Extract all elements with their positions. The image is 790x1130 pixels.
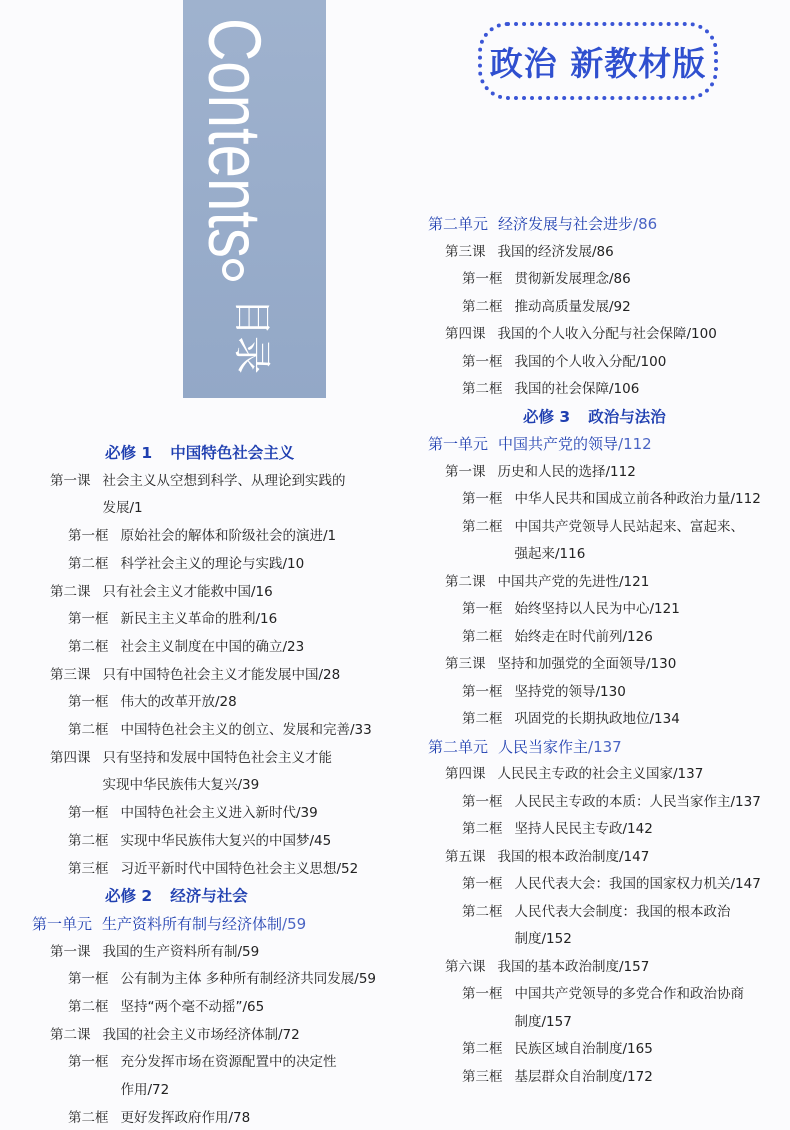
- toc-entry-title: 只有社会主义才能救中国: [102, 583, 251, 600]
- toc-entry-title: 我国的经济发展: [497, 243, 592, 260]
- toc-entry-label: 第一框: [462, 491, 503, 507]
- toc-entry-page: /28: [318, 666, 341, 683]
- toc-entry-page: /23: [282, 638, 305, 655]
- toc-entry-title: 只有中国特色社会主义才能发展中国: [102, 666, 319, 683]
- toc-entry-page: /72: [278, 1026, 300, 1043]
- toc-entry-label: 第一课: [50, 943, 91, 960]
- toc-book-entry[interactable]: [105, 444, 294, 462]
- toc-lesson-entry[interactable]: [445, 655, 676, 673]
- toc-entry-label: 第四课: [445, 766, 486, 782]
- toc-entry-label: 第五课: [445, 848, 486, 865]
- toc-frame-entry[interactable]: [68, 721, 372, 739]
- toc-entry-label: 第一框: [462, 793, 503, 810]
- toc-entry-page: /147: [730, 876, 761, 892]
- toc-entry-page: /137: [730, 793, 761, 810]
- toc-entry-label: 第二框: [462, 298, 503, 315]
- toc-entry-continuation[interactable]: 作用/72: [120, 1082, 170, 1099]
- toc-entry-title: 坚持“两个毫不动摇”: [120, 999, 243, 1015]
- toc-entry-page: /86: [592, 243, 614, 260]
- toc-entry-title: 习近平新时代中国特色社会主义思想: [120, 860, 337, 877]
- toc-entry-title: 我国的社会保障: [514, 381, 609, 397]
- toc-entry-title: 科学社会主义的理论与实践: [120, 555, 283, 572]
- toc-entry-label: 第二框: [462, 711, 503, 727]
- toc-entry-page: /1: [323, 528, 337, 545]
- toc-entry-title: 我国的基本政治制度: [497, 958, 619, 975]
- toc-entry-page: /86: [633, 215, 658, 233]
- toc-entry-page: /130: [595, 683, 626, 700]
- contents-word: Contents: [193, 18, 276, 315]
- toc-frame-entry[interactable]: [462, 380, 639, 398]
- toc-lesson-entry[interactable]: [445, 463, 636, 481]
- toc-entry-label: 第一课: [445, 463, 486, 480]
- toc-entry-title: 人民民主专政的本质：人民当家作主: [514, 793, 731, 810]
- toc-lesson-entry[interactable]: [50, 472, 346, 490]
- toc-entry-label: 必修 2: [105, 887, 153, 906]
- toc-frame-entry[interactable]: [462, 903, 731, 921]
- toc-entry-label: 第一框: [68, 1054, 109, 1071]
- toc-entry-label: 第二课: [50, 1026, 91, 1043]
- toc-frame-entry[interactable]: [462, 628, 653, 646]
- toc-frame-entry[interactable]: [462, 270, 631, 288]
- toc-lesson-entry[interactable]: [445, 958, 649, 976]
- toc-entry-page: /137: [673, 766, 704, 782]
- toc-entry-page: /130: [646, 656, 677, 672]
- toc-entry-label: 第二框: [68, 638, 109, 655]
- toc-lesson-entry[interactable]: [445, 848, 649, 866]
- toc-entry-title: 人民当家作主: [498, 737, 589, 756]
- toc-lesson-entry[interactable]: [445, 325, 717, 343]
- toc-entry-page: /33: [350, 722, 372, 738]
- toc-entry-title: 生产资料所有制与经济体制: [102, 914, 283, 933]
- toc-frame-entry[interactable]: [462, 298, 631, 316]
- toc-lesson-entry[interactable]: [50, 583, 273, 601]
- toc-entry-label: 第六课: [445, 958, 486, 975]
- toc-entry-title: 中国共产党领导人民站起来、富起来、: [514, 518, 744, 535]
- toc-entry-page: /142: [622, 821, 653, 837]
- toc-frame-entry[interactable]: [462, 1068, 653, 1086]
- toc-lesson-entry[interactable]: [445, 573, 649, 591]
- toc-entry-title: 充分发挥市场在资源配置中的决定性: [120, 1054, 337, 1071]
- toc-entry-title: 新民主主义革命的胜利: [120, 611, 256, 628]
- toc-lesson-entry[interactable]: [50, 666, 340, 684]
- toc-entry-title: 人民代表大会：我国的国家权力机关: [514, 876, 731, 892]
- toc-entry-title: 人民代表大会制度：我国的根本政治: [514, 903, 731, 920]
- toc-entry-title: 经济发展与社会进步: [498, 215, 634, 233]
- toc-entry-title: 中国共产党的领导: [498, 435, 619, 453]
- contents-cn: 目录: [230, 298, 274, 375]
- toc-lesson-entry[interactable]: [50, 749, 332, 767]
- toc-entry-page: /112: [605, 463, 636, 480]
- toc-entry-label: 第二框: [462, 628, 503, 645]
- toc-entry-title: 原始社会的解体和阶级社会的演进: [120, 528, 323, 545]
- toc-entry-title: 基层群众自治制度: [514, 1068, 623, 1085]
- toc-frame-entry[interactable]: [462, 683, 626, 701]
- toc-frame-entry[interactable]: [68, 1053, 337, 1071]
- toc-entry-title: 中华人民共和国成立前各种政治力量: [514, 491, 731, 507]
- toc-entry-label: 第一课: [50, 472, 91, 489]
- toc-entry-title: 中国共产党的先进性: [497, 573, 619, 590]
- toc-entry-page: /147: [619, 848, 650, 865]
- toc-entry-title: 贯彻新发展理念: [514, 271, 609, 287]
- toc-entry-title: 我国的个人收入分配: [514, 353, 636, 370]
- toc-entry-label: 第一框: [462, 601, 503, 617]
- toc-entry-continuation[interactable]: 制度/152: [514, 931, 572, 947]
- toc-entry-title: 实现中华民族伟大复兴的中国梦: [120, 832, 310, 849]
- toc-entry-title: 历史和人民的选择: [497, 463, 606, 480]
- toc-entry-label: 第二框: [68, 999, 109, 1015]
- toc-entry-label: 必修 3: [523, 407, 571, 426]
- toc-entry-page: /134: [649, 711, 680, 727]
- toc-entry-title: 中国特色社会主义: [170, 444, 295, 462]
- toc-entry-continuation[interactable]: 实现中华民族伟大复兴/39: [102, 777, 260, 794]
- toc-entry-page: /59: [237, 943, 260, 960]
- toc-entry-title: 坚持和加强党的全面领导: [497, 656, 646, 672]
- toc-entry-title: 政治与法治: [588, 407, 666, 426]
- toc-entry-page: /86: [609, 271, 631, 287]
- toc-entry-title: 社会主义制度在中国的确立: [120, 638, 283, 655]
- toc-frame-entry[interactable]: [462, 793, 761, 811]
- toc-entry-label: 第一框: [68, 971, 109, 988]
- toc-entry-page: /100: [636, 353, 667, 370]
- toc-entry-title: 中国特色社会主义的创立、发展和完善: [120, 722, 350, 738]
- toc-entry-page: /65: [242, 999, 265, 1015]
- toc-entry-title: 坚持党的领导: [514, 683, 596, 700]
- toc-entry-page: /126: [622, 628, 653, 645]
- toc-frame-entry[interactable]: [462, 820, 653, 838]
- toc-frame-entry[interactable]: [462, 490, 761, 508]
- toc-entry-label: 第一单元: [32, 914, 93, 933]
- toc-entry-title: 我国的社会主义市场经济体制: [102, 1026, 278, 1043]
- toc-frame-entry[interactable]: [462, 710, 680, 728]
- toc-unit-entry[interactable]: [428, 215, 657, 233]
- toc-entry-page: /28: [215, 694, 237, 711]
- toc-entry-label: 第一框: [462, 876, 503, 892]
- toc-entry-label: 第二框: [462, 821, 503, 837]
- toc-frame-entry[interactable]: [462, 353, 666, 371]
- toc-entry-title: 公有制为主体 多种所有制经济共同发展: [120, 971, 355, 988]
- toc-entry-page: /59: [354, 971, 377, 988]
- toc-entry-title: 社会主义从空想到科学、从理论到实践的: [102, 472, 346, 489]
- toc-entry-title: 我国的个人收入分配与社会保障: [497, 326, 687, 342]
- toc-entry-page: /78: [228, 1109, 251, 1126]
- toc-frame-entry[interactable]: [462, 1040, 653, 1058]
- toc-entry-label: 第一框: [462, 986, 503, 1002]
- toc-entry-label: 第二单元: [428, 215, 489, 233]
- toc-entry-label: 第二课: [50, 583, 91, 600]
- toc-entry-label: 第二框: [68, 832, 109, 849]
- toc-entry-page: /112: [730, 491, 761, 507]
- toc-entry-label: 第二框: [462, 903, 503, 920]
- toc-entry-page: /121: [619, 573, 650, 590]
- toc-entry-title: 经济与社会: [170, 887, 248, 906]
- toc-entry-label: 必修 1: [105, 444, 153, 462]
- toc-frame-entry[interactable]: [68, 1109, 250, 1127]
- toc-entry-title: 我国的根本政治制度: [497, 848, 619, 865]
- toc-unit-entry[interactable]: [32, 915, 306, 933]
- toc-entry-page: /10: [282, 555, 305, 572]
- toc-entry-label: 第一框: [68, 611, 109, 628]
- toc-entry-label: 第一框: [68, 694, 109, 711]
- toc-entry-title: 推动高质量发展: [514, 298, 609, 315]
- toc-frame-entry[interactable]: [462, 985, 744, 1003]
- toc-frame-entry[interactable]: [68, 693, 237, 711]
- toc-entry-title: 始终坚持以人民为中心: [514, 601, 650, 617]
- toc-entry-continuation[interactable]: 强起来/116: [514, 546, 586, 562]
- toc-entry-title: 民族区域自治制度: [514, 1041, 623, 1057]
- toc-entry-page: /165: [622, 1041, 653, 1057]
- toc-entry-label: 第一框: [68, 528, 109, 545]
- toc-frame-entry[interactable]: [68, 610, 277, 628]
- toc-entry-page: /121: [649, 601, 680, 617]
- toc-entry-label: 第四课: [50, 749, 91, 766]
- toc-entry-title: 中国共产党领导的多党合作和政治协商: [514, 986, 744, 1002]
- toc-unit-entry[interactable]: [428, 738, 622, 756]
- toc-entry-label: 第二框: [462, 1041, 503, 1057]
- toc-entry-page: /157: [619, 958, 650, 975]
- toc-entry-page: /59: [282, 914, 307, 933]
- toc-entry-label: 第三框: [68, 860, 109, 877]
- toc-entry-label: 第三框: [462, 1068, 503, 1085]
- toc-entry-label: 第二框: [68, 1109, 109, 1126]
- toc-entry-label: 第三课: [445, 656, 486, 672]
- toc-entry-label: 第三课: [445, 243, 486, 260]
- toc-lesson-entry[interactable]: [445, 243, 614, 261]
- toc-entry-page: /16: [251, 583, 273, 600]
- toc-entry-page: /92: [609, 298, 631, 315]
- toc-frame-entry[interactable]: [68, 998, 264, 1016]
- toc-entry-continuation[interactable]: 发展/1: [102, 500, 143, 517]
- toc-entry-label: 第一框: [68, 805, 109, 822]
- toc-entry-title: 我国的生产资料所有制: [102, 943, 238, 960]
- toc-entry-page: /100: [686, 326, 717, 342]
- toc-frame-entry[interactable]: [68, 860, 358, 878]
- toc-lesson-entry[interactable]: [445, 765, 703, 783]
- toc-entry-title: 巩固党的长期执政地位: [514, 711, 650, 727]
- toc-entry-title: 中国特色社会主义进入新时代: [120, 805, 296, 822]
- toc-unit-entry[interactable]: [428, 435, 652, 453]
- toc-entry-label: 第四课: [445, 326, 486, 342]
- toc-entry-title: 伟大的改革开放: [120, 694, 215, 711]
- toc-entry-title: 只有坚持和发展中国特色社会主义才能: [102, 749, 332, 766]
- toc-frame-entry[interactable]: [68, 638, 304, 656]
- toc-frame-entry[interactable]: [462, 518, 744, 536]
- toc-entry-title: 更好发挥政府作用: [120, 1109, 229, 1126]
- toc-frame-entry[interactable]: [68, 555, 304, 573]
- toc-frame-entry[interactable]: [68, 970, 376, 988]
- toc-entry-page: /106: [609, 381, 640, 397]
- toc-book-entry[interactable]: [105, 887, 248, 905]
- toc-entry-label: 第二框: [68, 722, 109, 738]
- toc-entry-label: 第二单元: [428, 737, 489, 756]
- toc-entry-page: /112: [618, 435, 652, 453]
- toc-entry-label: 第一单元: [428, 435, 489, 453]
- toc-entry-title: 坚持人民民主专政: [514, 821, 623, 837]
- toc-entry-title: 始终走在时代前列: [514, 628, 623, 645]
- toc-entry-label: 第一框: [462, 353, 503, 370]
- toc-entry-label: 第二框: [68, 555, 109, 572]
- toc-entry-label: 第一框: [462, 271, 503, 287]
- toc-entry-continuation[interactable]: 制度/157: [514, 1013, 572, 1030]
- toc-entry-page: /137: [588, 737, 622, 756]
- toc-entry-page: /39: [296, 805, 318, 822]
- toc-entry-label: 第二课: [445, 573, 486, 590]
- toc-lesson-entry[interactable]: [50, 943, 259, 961]
- toc-frame-entry[interactable]: [462, 875, 761, 893]
- toc-entry-label: 第三课: [50, 666, 91, 683]
- toc-entry-title: 人民民主专政的社会主义国家: [497, 766, 673, 782]
- toc-lesson-entry[interactable]: [50, 1026, 300, 1044]
- toc-frame-entry[interactable]: [68, 527, 336, 545]
- toc-book-entry[interactable]: [523, 408, 666, 426]
- toc-entry-page: /16: [255, 611, 278, 628]
- edition-badge-text: 政治 新教材版: [489, 43, 707, 83]
- toc-entry-label: 第二框: [462, 518, 503, 535]
- toc-frame-entry[interactable]: [68, 832, 331, 850]
- toc-frame-entry[interactable]: [68, 804, 318, 822]
- toc-entry-page: /172: [622, 1068, 653, 1085]
- toc-entry-page: /45: [309, 832, 332, 849]
- toc-frame-entry[interactable]: [462, 600, 680, 618]
- toc-entry-label: 第一框: [462, 683, 503, 700]
- toc-entry-label: 第二框: [462, 381, 503, 397]
- toc-entry-page: /52: [336, 860, 359, 877]
